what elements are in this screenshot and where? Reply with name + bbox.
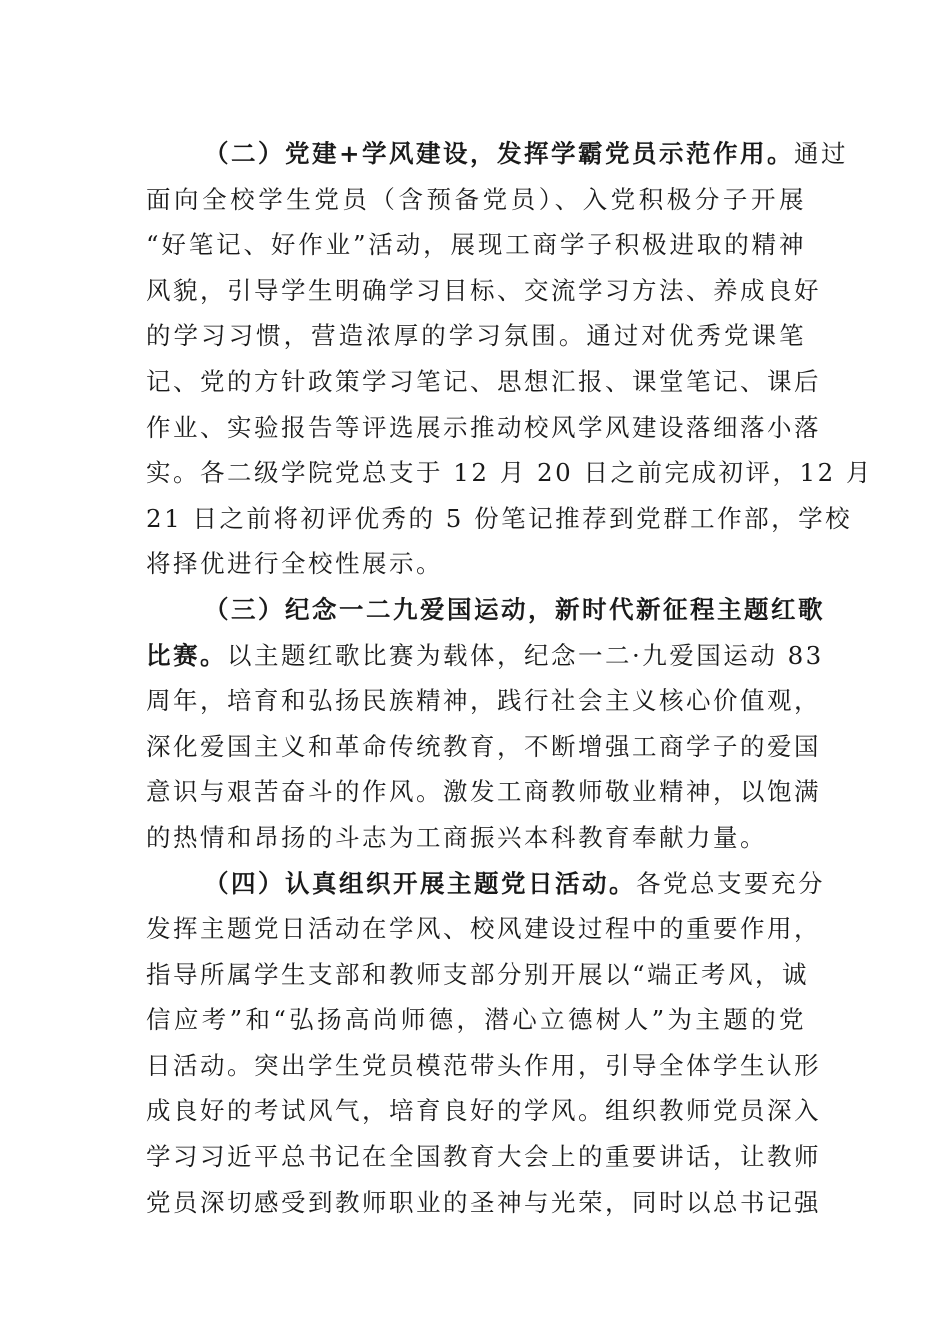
section-3-second-line bbox=[146, 633, 824, 679]
section-3-heading: （三）纪念一二九爱国运动，新时代新征程主题红歌 bbox=[204, 594, 825, 624]
section-3-text: 以主题红歌比赛为载体，纪念一二·九爱国运动 83 bbox=[227, 640, 824, 670]
paragraph-line: 学习习近平总书记在全国教育大会上的重要讲话，让教师 bbox=[146, 1142, 821, 1172]
paragraph-line: 信应考”和“弘扬高尚师德，潜心立德树人”为主题的党 bbox=[146, 1005, 806, 1035]
paragraph-line: 面向全校学生党员（含预备党员）、入党积极分子开展 bbox=[146, 184, 806, 214]
paragraph-line: “好笔记、好作业”活动，展现工商学子积极进取的精神 bbox=[146, 230, 806, 260]
section-4-heading: （四）认真组织开展主题党日活动。 bbox=[204, 868, 636, 898]
paragraph-line: 21 日之前将初评优秀的 5 份笔记推荐到党群工作部，学校 bbox=[146, 503, 853, 533]
paragraph-line: 实。各二级学院党总支于 12 月 20 日之前完成初评，12 月 bbox=[146, 458, 873, 488]
paragraph-line: 党员深切感受到教师职业的圣神与光荣，同时以总书记强 bbox=[146, 1187, 821, 1217]
section-3-heading-line bbox=[146, 587, 825, 633]
document-page bbox=[146, 131, 873, 1225]
paragraph-line: 将择优进行全校性展示。 bbox=[146, 549, 443, 579]
paragraph-line: 指导所属学生支部和教师支部分别开展以“端正考风，诚 bbox=[146, 959, 810, 989]
paragraph-line: 深化爱国主义和革命传统教育，不断增强工商学子的爱国 bbox=[146, 731, 821, 761]
paragraph-line: 风貌，引导学生明确学习目标、交流学习方法、养成良好 bbox=[146, 275, 821, 305]
paragraph-line: 成良好的考试风气，培育良好的学风。组织教师党员深入 bbox=[146, 1096, 821, 1126]
section-3-heading-cont: 比赛。 bbox=[146, 640, 227, 670]
paragraph-line: 的热情和昂扬的斗志为工商振兴本科教育奉献力量。 bbox=[146, 822, 767, 852]
paragraph-line: 发挥主题党日活动在学风、校风建设过程中的重要作用， bbox=[146, 914, 821, 944]
paragraph-line: 意识与艰苦奋斗的作风。激发工商教师敬业精神，以饱满 bbox=[146, 777, 821, 807]
paragraph-line: 作业、实验报告等评选展示推动校风学风建设落细落小落 bbox=[146, 412, 821, 442]
paragraph-line: 的学习习惯，营造浓厚的学习氛围。通过对优秀党课笔 bbox=[146, 321, 806, 351]
section-4-first-line bbox=[146, 861, 825, 907]
section-4-text: 各党总支要充分 bbox=[636, 868, 825, 898]
paragraph-line: 周年，培育和弘扬民族精神，践行社会主义核心价值观， bbox=[146, 686, 821, 716]
section-2-text: 通过 bbox=[794, 139, 849, 168]
section-2-first-line bbox=[146, 131, 849, 177]
paragraph-line: 记、党的方针政策学习笔记、思想汇报、课堂笔记、课后 bbox=[146, 366, 821, 396]
section-2-heading: （二）党建+学风建设，发挥学霸党员示范作用。 bbox=[204, 139, 795, 168]
paragraph-line: 日活动。突出学生党员模范带头作用，引导全体学生认形 bbox=[146, 1050, 821, 1080]
